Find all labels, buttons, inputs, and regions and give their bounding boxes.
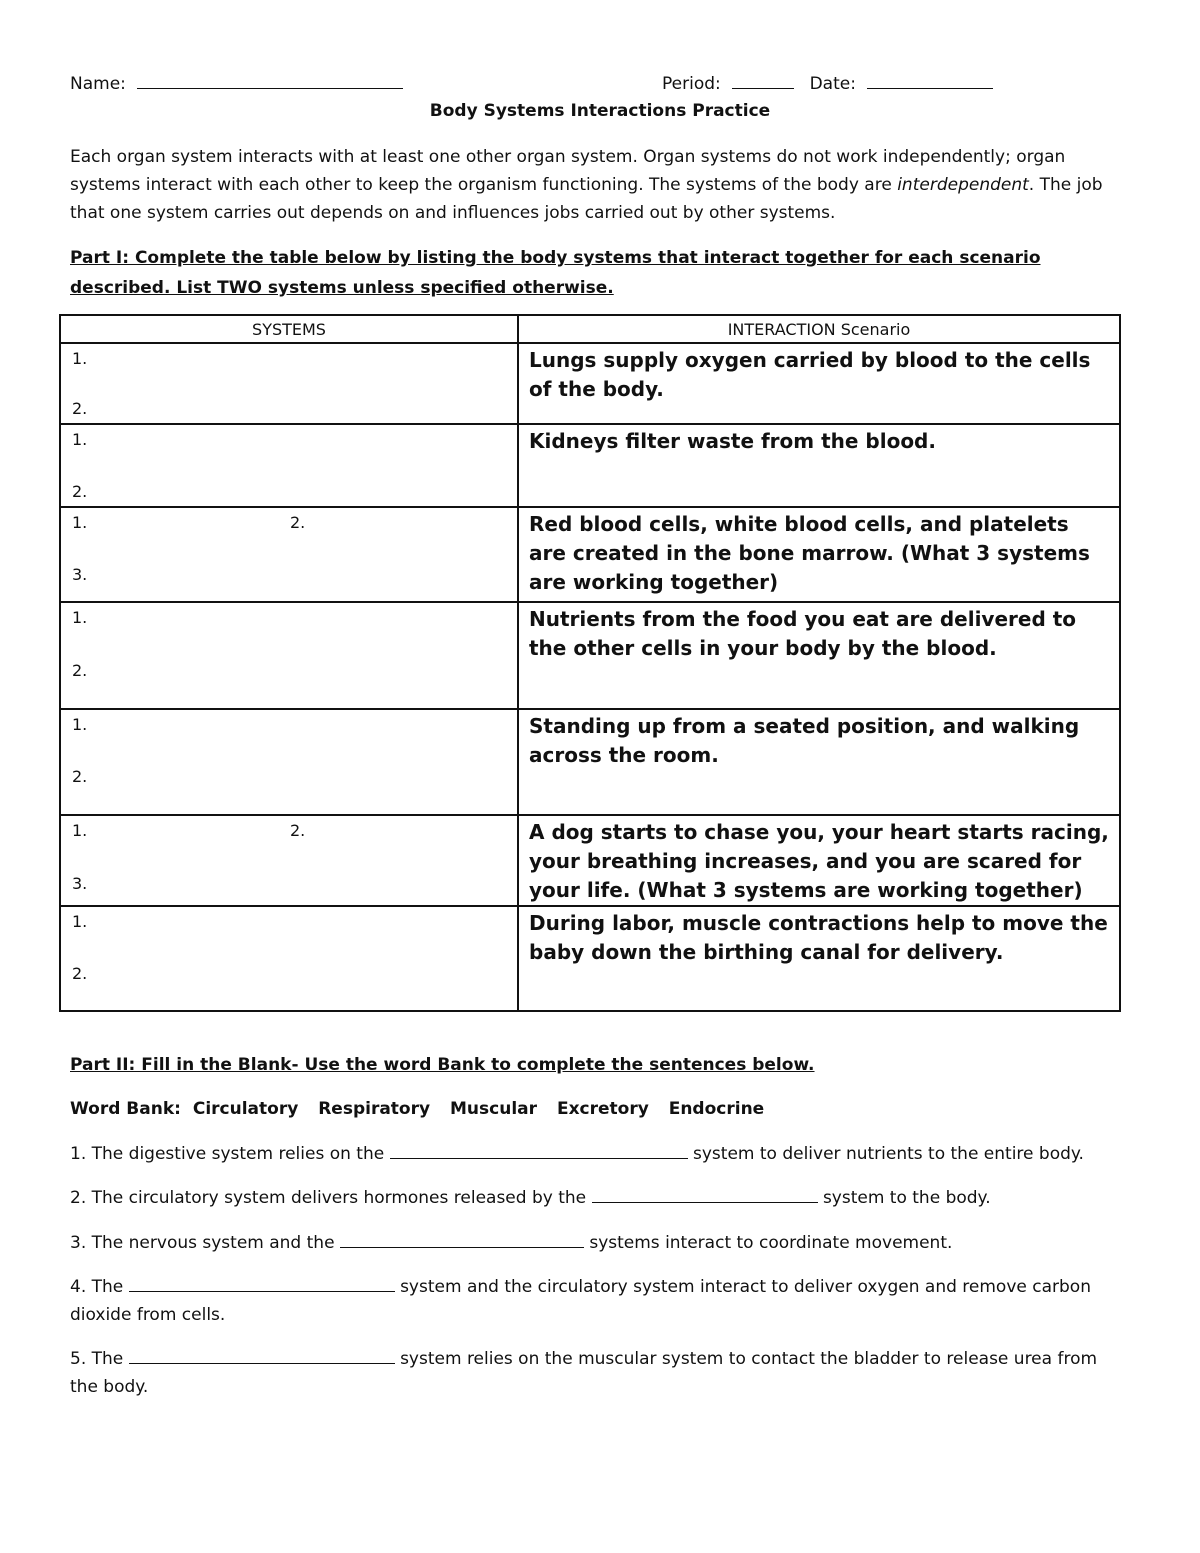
sentence-after: systems interact to coordinate movement. [589, 1233, 953, 1253]
name-row [70, 74, 403, 94]
answer-number: 2. [72, 482, 88, 501]
answer-number: 1. [72, 821, 88, 840]
col-header-scenario: INTERACTION Scenario [518, 315, 1120, 343]
word-bank-item: Endocrine [668, 1099, 765, 1119]
sentence-blank[interactable] [592, 1188, 818, 1203]
systems-answer-cell[interactable] [60, 424, 518, 507]
sentence-before: The digestive system relies on the [91, 1144, 385, 1164]
table-row [60, 709, 1120, 815]
sentence-before: The [91, 1277, 124, 1297]
fill-in-sentence [70, 1229, 1120, 1257]
word-bank-item: Muscular [450, 1099, 538, 1119]
part2-instruction: Part II: Fill in the Blank- Use the word Bank to complete the sentences below. [70, 1055, 815, 1075]
word-bank-item: Circulatory [192, 1099, 299, 1119]
answer-number: 2. [290, 513, 306, 532]
answer-number: 1. [72, 349, 88, 368]
scenario-cell [518, 815, 1120, 906]
systems-answer-cell[interactable] [60, 815, 518, 906]
systems-answer-cell[interactable] [60, 602, 518, 709]
scenario-text: Kidneys filter waste from the blood. [529, 429, 936, 453]
answer-number: 2. [72, 964, 88, 983]
sentence-after: system to deliver nutrients to the entire body. [693, 1144, 1084, 1164]
period-label: Period: [662, 74, 721, 94]
name-label: Name: [70, 74, 126, 94]
sentence-before: The [91, 1349, 124, 1369]
scenario-text: During labor, muscle contractions help to move the baby down the birthing canal for delivery. [529, 911, 1108, 964]
page-title: Body Systems Interactions Practice [429, 101, 771, 121]
fill-in-sentence [70, 1345, 1120, 1401]
scenario-cell [518, 343, 1120, 424]
systems-answer-cell[interactable] [60, 343, 518, 424]
date-label: Date: [809, 74, 856, 94]
answer-number: 2. [72, 661, 88, 680]
table-row [60, 507, 1120, 602]
table-row [60, 424, 1120, 507]
name-field[interactable] [137, 74, 403, 89]
answer-number: 1. [72, 608, 88, 627]
fill-in-sentence [70, 1184, 1120, 1212]
table-row [60, 602, 1120, 709]
part1-instruction: Part I: Complete the table below by listing the body systems that interact together for each scenario described. List TWO systems unless specified otherwise. [70, 248, 1041, 298]
sentence-blank[interactable] [340, 1233, 584, 1248]
table-row [60, 343, 1120, 424]
sentence-after: system to the body. [822, 1188, 991, 1208]
table-header-row [60, 315, 1120, 343]
scenario-text: A dog starts to chase you, your heart starts racing, your breathing increases, and you are scared for your life. (What 3 systems are working together) [529, 820, 1109, 902]
fill-in-sentence [70, 1140, 1120, 1168]
intro-text-after: . The job that one system carries out depends on and influences jobs carried out by other systems. [70, 175, 1103, 223]
systems-answer-cell[interactable] [60, 906, 518, 1011]
sentence-number: 1. [70, 1144, 87, 1164]
answer-number: 1. [72, 513, 88, 532]
scenario-cell [518, 906, 1120, 1011]
answer-number: 2. [290, 821, 306, 840]
intro-italic-word: interdependent [897, 175, 1029, 195]
table-row [60, 906, 1120, 1011]
sentence-after: system relies on the muscular system to contact the bladder to release urea from the body. [70, 1349, 1098, 1397]
answer-number: 1. [72, 715, 88, 734]
intro-text-before: Each organ system interacts with at least one other organ system. Organ systems do not work independently; organ systems interact with each other to keep the organism functioning. The systems of the body are [70, 147, 1066, 195]
sentence-blank[interactable] [390, 1144, 688, 1159]
sentence-before: The nervous system and the [91, 1233, 335, 1253]
answer-number: 3. [72, 874, 88, 893]
table-row [60, 815, 1120, 906]
sentence-after: system and the circulatory system interact to deliver oxygen and remove carbon dioxide from cells. [70, 1277, 1091, 1325]
col-header-systems: SYSTEMS [60, 315, 518, 343]
sentence-number: 5. [70, 1349, 87, 1369]
answer-number: 2. [72, 767, 88, 786]
systems-table [59, 314, 1121, 1012]
sentence-number: 4. [70, 1277, 87, 1297]
sentence-blank[interactable] [129, 1277, 395, 1292]
scenario-text: Standing up from a seated position, and walking across the room. [529, 714, 1080, 767]
sentence-number: 2. [70, 1188, 87, 1208]
systems-answer-cell[interactable] [60, 709, 518, 815]
word-bank-item: Respiratory [318, 1099, 431, 1119]
answer-number: 1. [72, 430, 88, 449]
scenario-cell [518, 709, 1120, 815]
word-bank-label: Word Bank: [70, 1099, 181, 1119]
scenario-cell [518, 602, 1120, 709]
sentence-number: 3. [70, 1233, 87, 1253]
period-date-row [662, 74, 993, 94]
period-field[interactable] [732, 74, 794, 89]
fill-in-sentence [70, 1273, 1120, 1329]
answer-number: 2. [72, 399, 88, 418]
scenario-text: Nutrients from the food you eat are delivered to the other cells in your body by the blood. [529, 607, 1077, 660]
word-bank-item: Excretory [556, 1099, 649, 1119]
sentence-blank[interactable] [129, 1349, 395, 1364]
word-bank [70, 1099, 778, 1119]
scenario-cell [518, 424, 1120, 507]
sentence-before: The circulatory system delivers hormones released by the [91, 1188, 587, 1208]
scenario-cell [518, 507, 1120, 602]
date-field[interactable] [867, 74, 993, 89]
intro-paragraph [70, 143, 1120, 227]
scenario-text: Red blood cells, white blood cells, and platelets are created in the bone marrow. (What 3 systems are working together) [529, 512, 1090, 594]
scenario-text: Lungs supply oxygen carried by blood to the cells of the body. [529, 348, 1091, 401]
answer-number: 1. [72, 912, 88, 931]
answer-number: 3. [72, 565, 88, 584]
systems-answer-cell[interactable] [60, 507, 518, 602]
